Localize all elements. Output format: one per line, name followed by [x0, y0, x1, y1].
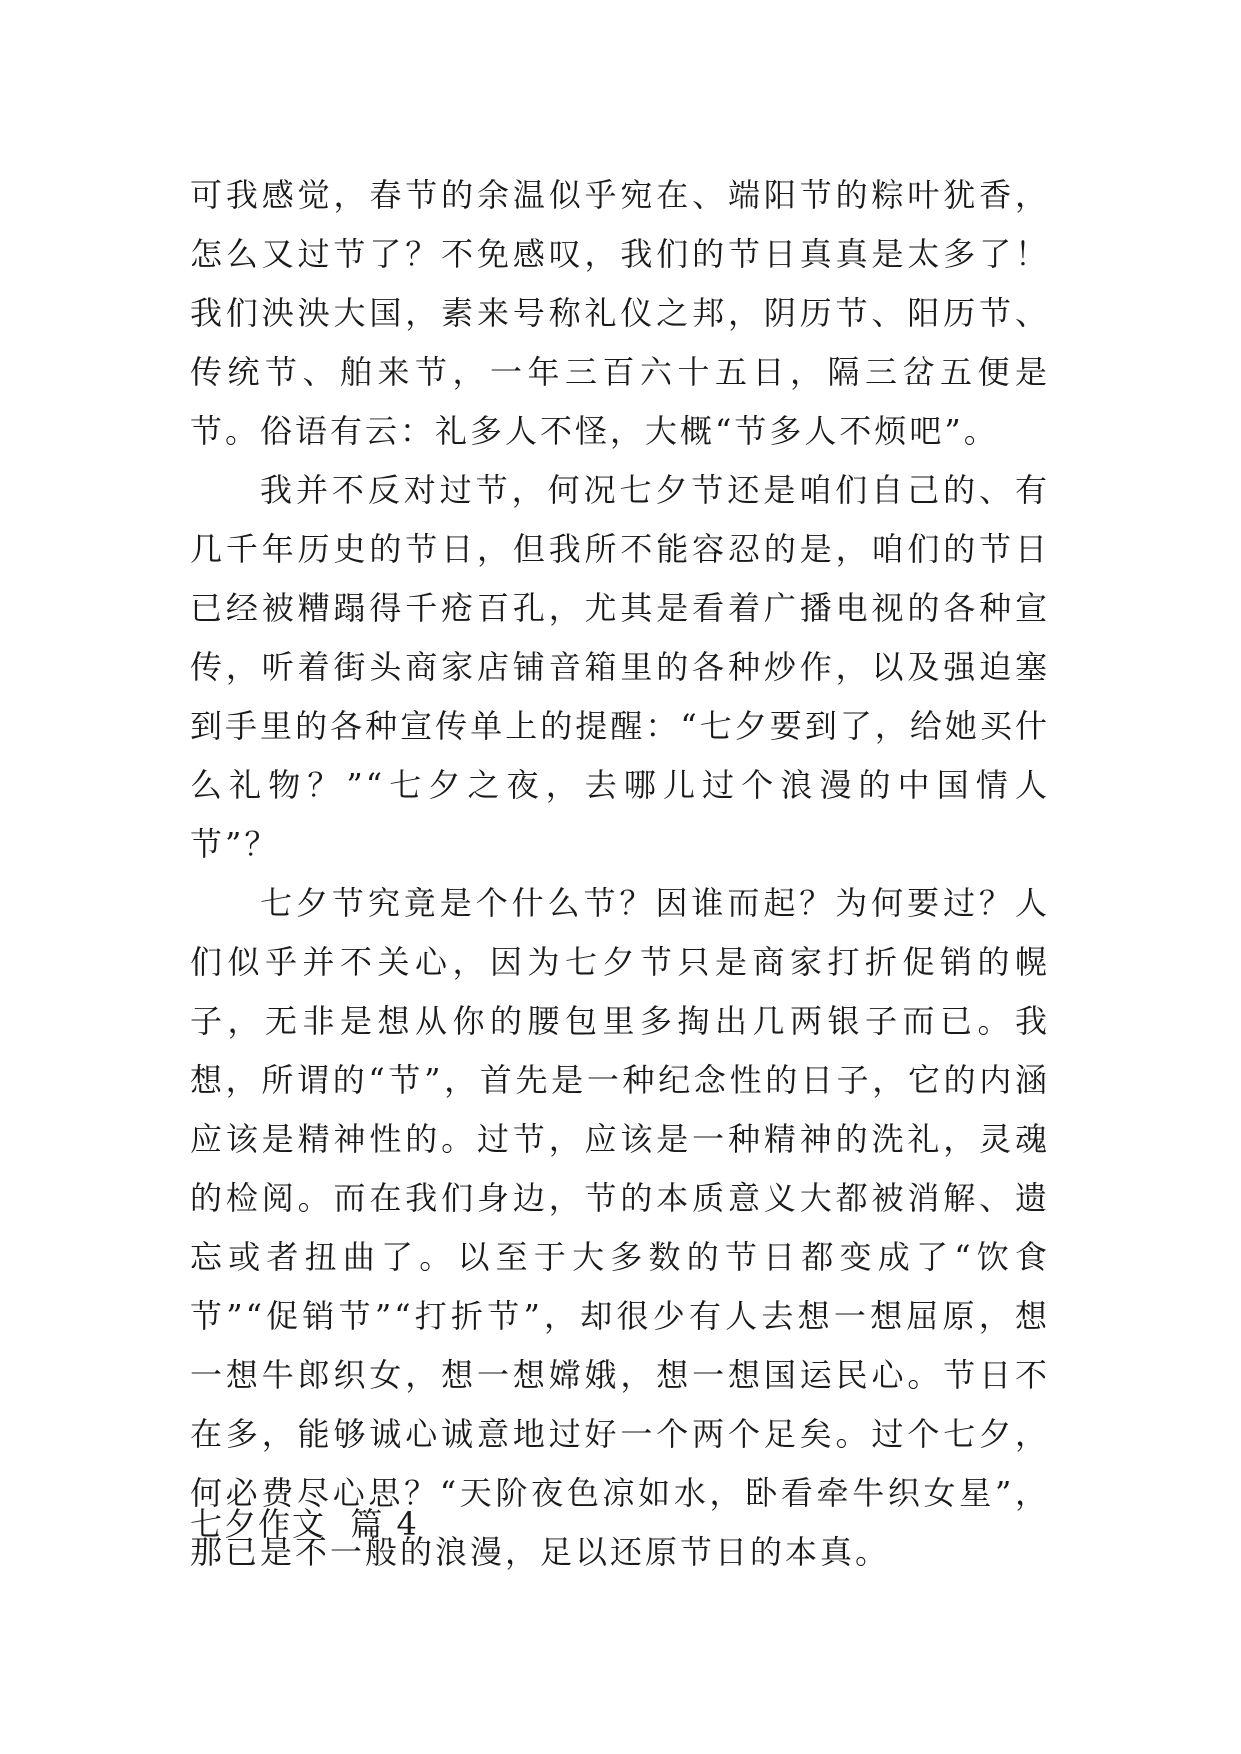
essay-body: [190, 166, 1050, 1582]
paragraph-3: 七夕节究竟是个什么节？因谁而起？为何要过？人们似乎并不关心，因为七夕节只是商家打折促销的幌子，无非是想从你的腰包里多掏出几两银子而已。我想，所谓的“节”，首先是一种纪念性的日子，它的内涵应该是精神性的。过节，应该是一种精神的洗礼，灵魂的检阅。而在我们身边，节的本质意义大都被消解、遗忘或者扭曲了。以至于大多数的节日都变成了“饮食节”“促销节”“打折节”，却很少有人去想一想屈原，想一想牛郎织女，想一想嫦娥，想一想国运民心。节日不在多，能够诚心诚意地过好一个两个足矣。过个七夕，何必费尽心思？“天阶夜色凉如水，卧看牵牛织女星”，那已是不一般的浪漫，足以还原节日的本真。: [190, 884, 1050, 1571]
paragraph-1: 可我感觉，春节的余温似乎宛在、端阳节的粽叶犹香，怎么又过节了？不免感叹，我们的节日真真是太多了！我们泱泱大国，素来号称礼仪之邦，阴历节、阳历节、传统节、舶来节，一年三百六十五日，隔三岔五便是节。俗语有云：礼多人不怪，大概“节多人不烦吧”。: [190, 176, 1050, 450]
paragraph-2: 我并不反对过节，何况七夕节还是咱们自己的、有几千年历史的节日，但我所不能容忍的是，咱们的节日已经被糟蹋得千疮百孔，尤其是看着广播电视的各种宣传，听着街头商家店铺音箱里的各种炒作，以及强迫塞到手里的各种宣传单上的提醒：“七夕要到了，给她买什么礼物？”“七夕之夜，去哪儿过个浪漫的中国情人节”？: [190, 471, 1050, 863]
section-heading: 七夕作文 篇 4: [190, 1505, 419, 1543]
